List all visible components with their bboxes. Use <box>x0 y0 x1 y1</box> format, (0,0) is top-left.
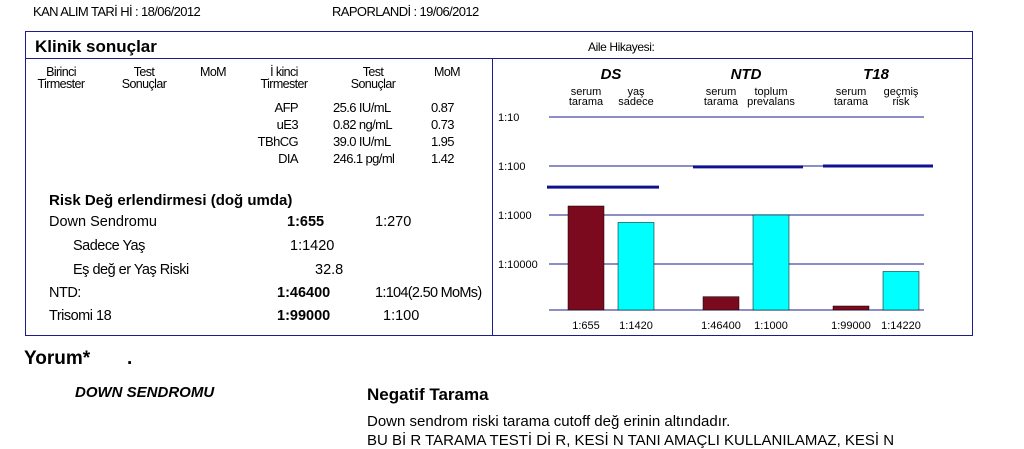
panel-divider <box>26 58 972 59</box>
comment-dot: . <box>127 348 133 369</box>
down-risk-value: 1:655 <box>287 214 325 230</box>
bar-category-label: geçmiş <box>883 86 919 98</box>
bar-category-label: yaş <box>627 86 645 98</box>
risk-bar <box>618 222 654 310</box>
t18-risk-value: 1:99000 <box>277 308 331 324</box>
group-title: NTD <box>730 66 762 83</box>
comment-line-2: BU Bİ R TARAMA TESTİ Dİ R, KESİ N TANI AMAÇLI KULLANILAMAZ, KESİ N <box>367 432 895 449</box>
col-mom: MoM <box>200 65 226 79</box>
group-title: T18 <box>863 66 889 83</box>
comment-section-title: DOWN SENDROMU <box>75 384 215 401</box>
bar-category-label: tarama <box>703 96 739 108</box>
risk-bar <box>883 271 919 310</box>
col-first-trimester: Birinci Tirmester <box>37 65 85 91</box>
t18-label: Trisomi 18 <box>49 308 112 324</box>
bar-value-label: 1:14220 <box>881 320 921 332</box>
bar-category-label: sadece <box>618 96 654 108</box>
report-date: RAPORLANDİ : 19/06/2012 <box>332 4 479 19</box>
bar-category-label: prevalans <box>747 96 795 108</box>
y-tick-label: 1:10 <box>498 112 520 124</box>
bar-category-label: toplum <box>754 86 788 98</box>
bar-category-label: serum <box>835 86 867 98</box>
y-tick-label: 1:10000 <box>498 259 538 271</box>
equiv-age-value: 32.8 <box>315 262 344 278</box>
bar-category-label: risk <box>892 96 910 108</box>
bar-value-label: 1:46400 <box>701 320 741 332</box>
col-mom-2: MoM <box>434 65 460 79</box>
bar-value-label: 1:1000 <box>754 320 788 332</box>
ntd-cutoff: 1:104(2.50 MoMs) <box>375 285 482 301</box>
col-test-results: Test Sonuçlar <box>121 65 167 91</box>
bar-value-label: 1:99000 <box>831 320 871 332</box>
panel-title: Klinik sonuçlar <box>35 37 157 56</box>
risk-chart-svg <box>492 62 974 336</box>
risk-bar <box>568 206 604 310</box>
risk-bar <box>833 306 869 310</box>
bar-category-label: tarama <box>568 96 604 108</box>
bar-category-label: tarama <box>833 96 869 108</box>
y-tick-label: 1:100 <box>498 161 526 173</box>
bar-value-label: 1:655 <box>572 320 600 332</box>
risk-chart <box>492 62 974 336</box>
age-only-label: Sadece Yaş <box>73 238 145 254</box>
risk-title: Risk Değ erlendirmesi (doğ umda) <box>49 192 293 209</box>
group-title: DS <box>600 66 622 83</box>
bar-category-label: serum <box>570 86 602 98</box>
sample-date: KAN ALIM TARİ Hİ : 18/06/2012 <box>33 4 201 19</box>
comment-heading: Yorum* <box>24 348 91 369</box>
y-tick-label: 1:1000 <box>498 210 532 222</box>
col-second-trimester: İ kinci Tirmester <box>260 65 308 91</box>
ntd-label: NTD: <box>49 285 81 301</box>
family-history-label: Aile Hikayesi: <box>588 40 655 54</box>
bar-category-label: serum <box>705 86 737 98</box>
comment-line-1: Down sendrom riski tarama cutoff değ erinin altındadır. <box>367 413 731 430</box>
down-cutoff: 1:270 <box>375 214 412 230</box>
col-test-results-2: Test Sonuçlar <box>350 65 396 91</box>
t18-cutoff: 1:100 <box>383 308 420 324</box>
bar-value-label: 1:1420 <box>619 320 653 332</box>
down-label: Down Sendromu <box>49 214 157 230</box>
screening-result: Negatif Tarama <box>367 385 489 404</box>
risk-bar <box>753 215 789 310</box>
ntd-risk-value: 1:46400 <box>277 285 331 301</box>
risk-bar <box>703 297 739 310</box>
equiv-age-label: Eş değ er Yaş Riski <box>73 262 189 278</box>
age-only-value: 1:1420 <box>290 238 335 254</box>
